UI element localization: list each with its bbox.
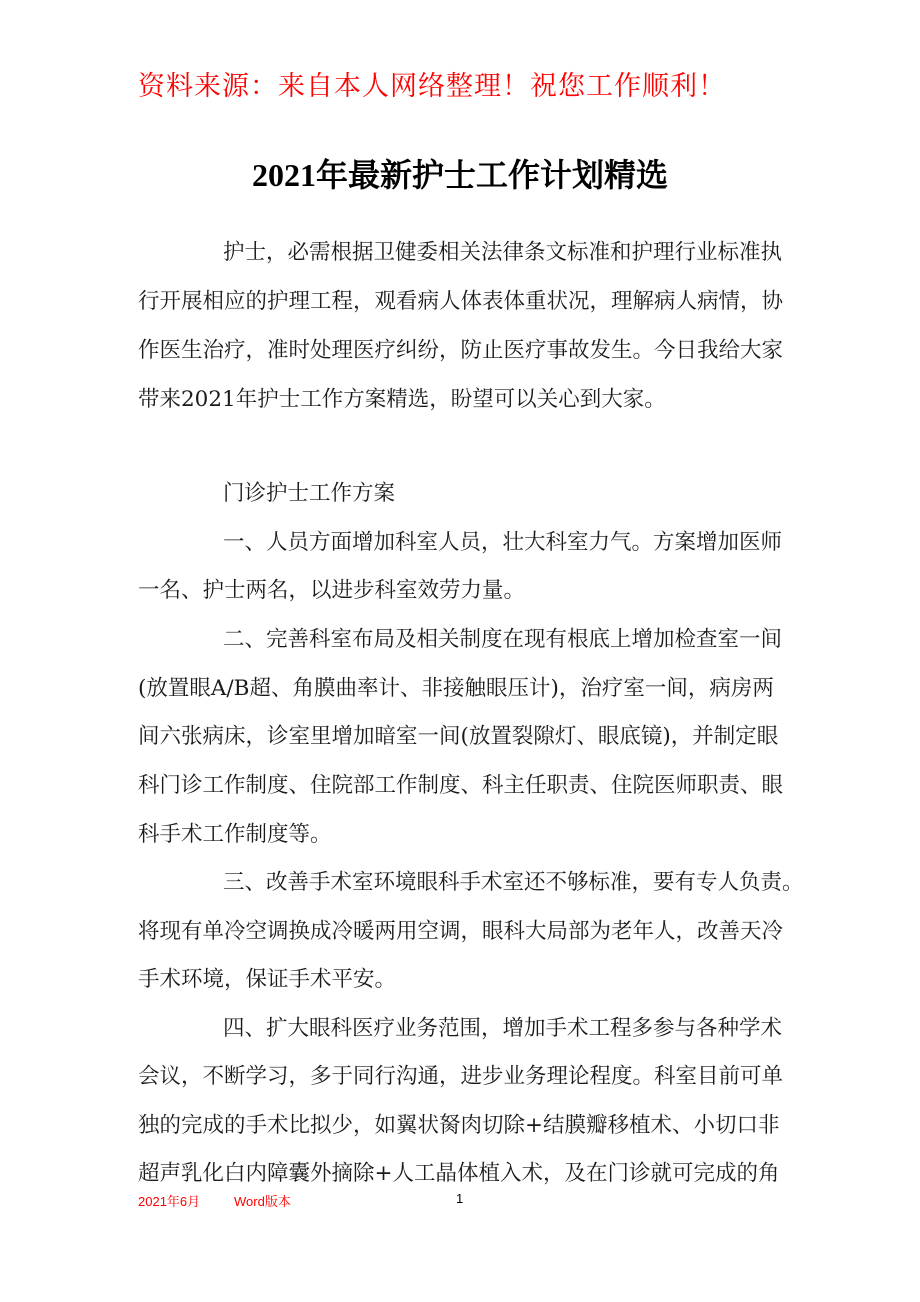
paragraph-line: 超声乳化白内障囊外摘除+人工晶体植入术，及在门诊就可完成的角 (138, 1161, 780, 1186)
source-banner: 资料来源：来自本人网络整理！祝您工作顺利！ (138, 71, 726, 102)
paragraph-line: (放置眼A/B超、角膜曲率计、非接触眼压计)，治疗室一间，病房两 (138, 676, 774, 701)
paragraph-line: 一名、护士两名，以进步科室效劳力量。 (138, 578, 526, 603)
paragraph-line: 门诊护士工作方案 (223, 481, 396, 506)
page-number: 1 (456, 1191, 464, 1206)
paragraph-line: 作医生治疗，准时处理医疗纠纷，防止医疗事故发生。今日我给大家 (138, 338, 784, 363)
paragraph-line: 护士，必需根据卫健委相关法律条文标准和护理行业标准执 (223, 240, 783, 265)
paragraph-line: 科手术工作制度等。 (138, 822, 332, 847)
footer-version: Word版本 (234, 1194, 291, 1209)
paragraph-line: 将现有单冷空调换成冷暖两用空调，眼科大局部为老年人，改善天冷 (138, 919, 784, 944)
footer-date: 2021年6月 (138, 1194, 201, 1209)
paragraph-line: 会议，不断学习，多于同行沟通，进步业务理论程度。科室目前可单 (138, 1064, 784, 1089)
paragraph-line: 手术环境，保证手术平安。 (138, 967, 397, 992)
paragraph-line: 三、改善手术室环境眼科手术室还不够标准，要有专人负责。 (223, 870, 804, 895)
paragraph-line: 一、人员方面增加科室人员，壮大科室力气。方案增加医师 (223, 530, 783, 555)
paragraph-line: 二、完善科室布局及相关制度在现有根底上增加检查室一间 (223, 627, 783, 652)
paragraph-line: 科门诊工作制度、住院部工作制度、科主任职责、住院医师职责、眼 (138, 773, 784, 798)
paragraph-line: 带来2021年护士工作方案精选，盼望可以关心到大家。 (138, 387, 666, 412)
paragraph-line: 四、扩大眼科医疗业务范围，增加手术工程多参与各种学术 (223, 1016, 783, 1041)
paragraph-line: 独的完成的手术比拟少，如翼状胬肉切除+结膜瓣移植术、小切口非 (138, 1113, 780, 1138)
paragraph-line: 行开展相应的护理工程，观看病人体表体重状况，理解病人病情，协 (138, 289, 784, 314)
paragraph-line: 间六张病床，诊室里增加暗室一间(放置裂隙灯、眼底镜)，并制定眼 (138, 724, 779, 749)
page-footer (138, 1191, 464, 1210)
document-title: 2021年最新护士工作计划精选 (251, 157, 668, 193)
